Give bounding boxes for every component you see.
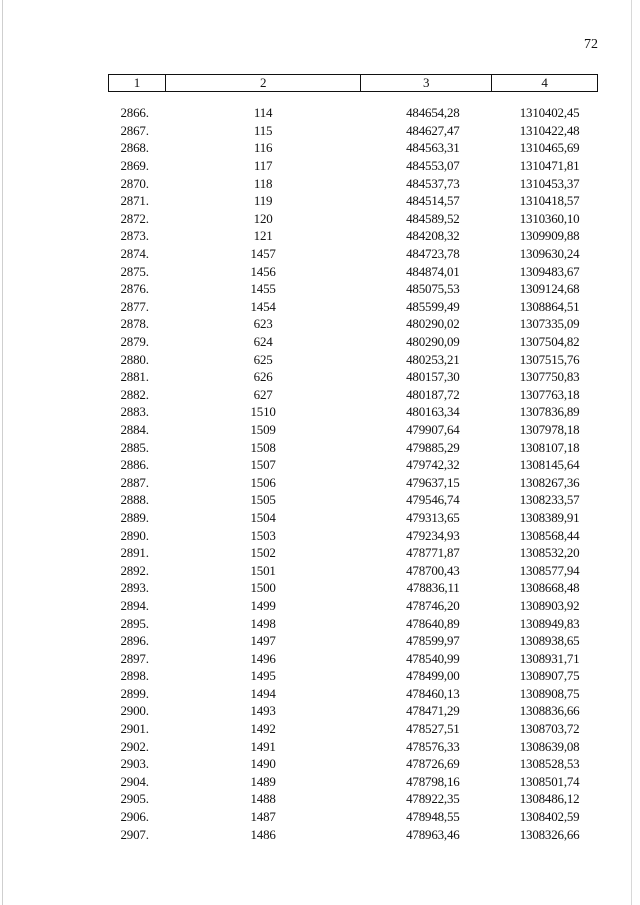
coordinate-y-cell: 1308389,91	[519, 509, 580, 525]
coordinate-y-cell: 1307763,18	[519, 386, 580, 402]
coordinate-y-cell: 1308233,57	[519, 492, 580, 508]
row-number-cell: 2903.	[120, 756, 149, 772]
coordinate-x-cell: 479885,29	[406, 439, 460, 455]
table-row	[109, 667, 598, 685]
table-row	[109, 808, 598, 826]
coordinate-y-cell: 1309909,88	[519, 228, 580, 244]
coordinate-y-cell: 1307836,89	[519, 404, 580, 420]
row-number-cell: 2876.	[120, 281, 149, 297]
row-number-cell: 2878.	[120, 316, 149, 332]
coordinate-x-cell: 478499,00	[406, 668, 460, 684]
row-number-cell: 2890.	[120, 527, 149, 543]
coordinate-x-cell: 484589,52	[406, 210, 460, 226]
point-number-cell: 627	[253, 386, 273, 402]
coordinate-x-cell: 478576,33	[406, 738, 460, 754]
column-header-3: 3	[361, 75, 492, 92]
row-number-cell: 2875.	[120, 263, 149, 279]
coordinate-x-cell: 484874,01	[406, 263, 460, 279]
coordinate-x-cell: 478948,55	[406, 809, 460, 825]
coordinate-y-cell: 1307335,09	[519, 316, 580, 332]
row-number-cell: 2882.	[120, 386, 149, 402]
coordinate-y-cell: 1307504,82	[519, 334, 580, 350]
coordinate-y-cell: 1308486,12	[519, 791, 580, 807]
table-row	[109, 649, 598, 667]
coordinate-y-cell: 1310418,57	[519, 193, 580, 209]
coordinate-y-cell: 1310471,81	[519, 158, 580, 174]
row-number-cell: 2886.	[120, 457, 149, 473]
point-number-cell: 1507	[250, 457, 276, 473]
table-row	[109, 720, 598, 738]
table-row	[109, 755, 598, 773]
row-number-cell: 2873.	[120, 228, 149, 244]
table-row	[109, 210, 598, 228]
coordinate-x-cell: 479313,65	[406, 509, 460, 525]
table-row	[109, 526, 598, 544]
point-number-cell: 1502	[250, 545, 276, 561]
coordinate-x-cell: 478640,89	[406, 615, 460, 631]
point-number-cell: 1494	[250, 685, 276, 701]
point-number-cell: 623	[253, 316, 273, 332]
row-number-cell: 2893.	[120, 580, 149, 596]
coordinate-y-cell: 1308145,64	[519, 457, 580, 473]
coordinate-y-cell: 1307750,83	[519, 369, 580, 385]
coordinate-x-cell: 478460,13	[406, 685, 460, 701]
row-number-cell: 2891.	[120, 545, 149, 561]
table-row	[109, 139, 598, 157]
point-number-cell: 1455	[250, 281, 276, 297]
point-number-cell: 1498	[250, 615, 276, 631]
row-number-cell: 2901.	[120, 721, 149, 737]
row-number-cell: 2874.	[120, 246, 149, 262]
row-number-cell: 2868.	[120, 140, 149, 156]
row-number-cell: 2872.	[120, 210, 149, 226]
page-number: 72	[584, 37, 598, 52]
coordinate-y-cell: 1308836,66	[519, 703, 580, 719]
point-number-cell: 1505	[250, 492, 276, 508]
table-row	[109, 227, 598, 245]
point-number-cell: 1497	[250, 633, 276, 649]
point-number-cell: 1508	[250, 439, 276, 455]
table-row	[109, 702, 598, 720]
coordinate-y-cell: 1307515,76	[519, 351, 580, 367]
point-number-cell: 626	[253, 369, 273, 385]
coordinate-x-cell: 478836,11	[406, 580, 460, 596]
coordinate-x-cell: 484208,32	[406, 228, 460, 244]
row-number-cell: 2881.	[120, 369, 149, 385]
table-row	[109, 368, 598, 386]
point-number-cell: 1491	[250, 738, 276, 754]
coordinate-x-cell: 478471,29	[406, 703, 460, 719]
row-number-cell: 2871.	[120, 193, 149, 209]
table-row	[109, 315, 598, 333]
table-row	[109, 280, 598, 298]
table-row	[109, 386, 598, 404]
table-row	[109, 245, 598, 263]
coordinate-y-cell: 1308931,71	[519, 650, 580, 666]
point-number-cell: 1510	[250, 404, 276, 420]
coordinate-x-cell: 480290,09	[406, 334, 460, 350]
table-row	[109, 403, 598, 421]
point-number-cell: 624	[253, 334, 273, 350]
table-body	[109, 104, 598, 843]
table-header	[109, 75, 598, 105]
coordinate-y-cell: 1308532,20	[519, 545, 580, 561]
table-row	[109, 122, 598, 140]
row-number-cell: 2894.	[120, 597, 149, 613]
coordinate-x-cell: 478700,43	[406, 562, 460, 578]
coordinate-y-cell: 1308568,44	[519, 527, 580, 543]
coordinate-x-cell: 480163,34	[406, 404, 460, 420]
point-number-cell: 1457	[250, 246, 276, 262]
table-row	[109, 491, 598, 509]
coordinates-table	[108, 74, 598, 843]
point-number-cell: 117	[253, 158, 273, 174]
point-number-cell: 625	[253, 351, 273, 367]
point-number-cell: 1500	[250, 580, 276, 596]
point-number-cell: 120	[253, 210, 273, 226]
coordinate-x-cell: 478922,35	[406, 791, 460, 807]
coordinate-y-cell: 1308577,94	[519, 562, 580, 578]
coordinate-x-cell: 479546,74	[406, 492, 460, 508]
row-number-cell: 2869.	[120, 158, 149, 174]
page-edge-right	[631, 0, 632, 905]
column-header-2: 2	[165, 75, 360, 92]
point-number-cell: 1488	[250, 791, 276, 807]
table-row	[109, 192, 598, 210]
point-number-cell: 1504	[250, 509, 276, 525]
point-number-cell: 114	[253, 105, 273, 121]
point-number-cell: 116	[253, 140, 273, 156]
coordinate-x-cell: 480253,21	[406, 351, 460, 367]
row-number-cell: 2889.	[120, 509, 149, 525]
point-number-cell: 1489	[250, 773, 276, 789]
point-number-cell: 1454	[250, 298, 276, 314]
table-row	[109, 597, 598, 615]
point-number-cell: 118	[253, 175, 273, 191]
point-number-cell: 1496	[250, 650, 276, 666]
coordinate-y-cell: 1308907,75	[519, 668, 580, 684]
coordinate-y-cell: 1308267,36	[519, 474, 580, 490]
coordinate-x-cell: 484553,07	[406, 158, 460, 174]
point-number-cell: 1499	[250, 597, 276, 613]
coordinate-x-cell: 478798,16	[406, 773, 460, 789]
row-number-cell: 2877.	[120, 298, 149, 314]
table-row	[109, 579, 598, 597]
coordinate-x-cell: 484563,31	[406, 140, 460, 156]
point-number-cell: 1509	[250, 421, 276, 437]
coordinate-y-cell: 1308668,48	[519, 580, 580, 596]
coordinate-x-cell: 478771,87	[406, 545, 460, 561]
row-number-cell: 2892.	[120, 562, 149, 578]
coordinate-x-cell: 485599,49	[406, 298, 460, 314]
table-row	[109, 157, 598, 175]
table-row	[109, 544, 598, 562]
column-header-4: 4	[492, 75, 598, 92]
coordinate-x-cell: 480157,30	[406, 369, 460, 385]
point-number-cell: 121	[253, 228, 273, 244]
table-row	[109, 333, 598, 351]
coordinate-y-cell: 1310453,37	[519, 175, 580, 191]
coordinate-y-cell: 1308864,51	[519, 298, 580, 314]
coordinate-x-cell: 484627,47	[406, 122, 460, 138]
coordinate-y-cell: 1308107,18	[519, 439, 580, 455]
point-number-cell: 1486	[250, 826, 276, 842]
row-number-cell: 2895.	[120, 615, 149, 631]
coordinate-x-cell: 478726,69	[406, 756, 460, 772]
coordinate-y-cell: 1308703,72	[519, 721, 580, 737]
point-number-cell: 1487	[250, 809, 276, 825]
coordinate-x-cell: 484654,28	[406, 105, 460, 121]
table-row	[109, 174, 598, 192]
coordinate-x-cell: 480187,72	[406, 386, 460, 402]
point-number-cell: 1490	[250, 756, 276, 772]
row-number-cell: 2887.	[120, 474, 149, 490]
coordinate-x-cell: 479637,15	[406, 474, 460, 490]
coordinate-y-cell: 1308402,59	[519, 809, 580, 825]
coordinate-y-cell: 1307978,18	[519, 421, 580, 437]
coordinate-x-cell: 479234,93	[406, 527, 460, 543]
coordinate-x-cell: 478540,99	[406, 650, 460, 666]
table-row	[109, 456, 598, 474]
row-number-cell: 2907.	[120, 826, 149, 842]
coordinate-x-cell: 479742,32	[406, 457, 460, 473]
row-number-cell: 2884.	[120, 421, 149, 437]
coordinate-x-cell: 478963,46	[406, 826, 460, 842]
row-number-cell: 2902.	[120, 738, 149, 754]
coordinate-y-cell: 1308501,74	[519, 773, 580, 789]
point-number-cell: 1501	[250, 562, 276, 578]
coordinate-y-cell: 1308938,65	[519, 633, 580, 649]
coordinate-x-cell: 485075,53	[406, 281, 460, 297]
row-number-cell: 2900.	[120, 703, 149, 719]
row-number-cell: 2904.	[120, 773, 149, 789]
row-number-cell: 2867.	[120, 122, 149, 138]
table-row	[109, 509, 598, 527]
row-number-cell: 2898.	[120, 668, 149, 684]
row-number-cell: 2896.	[120, 633, 149, 649]
coordinate-x-cell: 484723,78	[406, 246, 460, 262]
table-row	[109, 262, 598, 280]
table-row	[109, 614, 598, 632]
point-number-cell: 1506	[250, 474, 276, 490]
row-number-cell: 2906.	[120, 809, 149, 825]
coordinate-y-cell: 1310465,69	[519, 140, 580, 156]
coordinate-x-cell: 484537,73	[406, 175, 460, 191]
point-number-cell: 1492	[250, 721, 276, 737]
coordinate-x-cell: 480290,02	[406, 316, 460, 332]
table-row	[109, 421, 598, 439]
coordinate-y-cell: 1308639,08	[519, 738, 580, 754]
row-number-cell: 2888.	[120, 492, 149, 508]
row-number-cell: 2880.	[120, 351, 149, 367]
coordinate-x-cell: 484514,57	[406, 193, 460, 209]
table-row	[109, 825, 598, 843]
row-number-cell: 2879.	[120, 334, 149, 350]
row-number-cell: 2885.	[120, 439, 149, 455]
table-row	[109, 473, 598, 491]
coordinate-x-cell: 479907,64	[406, 421, 460, 437]
table-row	[109, 561, 598, 579]
coordinate-y-cell: 1309630,24	[519, 246, 580, 262]
row-number-cell: 2870.	[120, 175, 149, 191]
table-row	[109, 737, 598, 755]
table-row	[109, 350, 598, 368]
coordinate-x-cell: 478746,20	[406, 597, 460, 613]
table-row	[109, 790, 598, 808]
coordinate-y-cell: 1308528,53	[519, 756, 580, 772]
column-header-1: 1	[109, 75, 166, 92]
coordinate-x-cell: 478599,97	[406, 633, 460, 649]
point-number-cell: 1503	[250, 527, 276, 543]
coordinate-y-cell: 1310422,48	[519, 122, 580, 138]
table-row	[109, 438, 598, 456]
table-row	[109, 685, 598, 703]
coordinate-y-cell: 1308908,75	[519, 685, 580, 701]
coordinate-y-cell: 1308903,92	[519, 597, 580, 613]
row-number-cell: 2897.	[120, 650, 149, 666]
point-number-cell: 1456	[250, 263, 276, 279]
table-row	[109, 298, 598, 316]
row-number-cell: 2899.	[120, 685, 149, 701]
coordinate-y-cell: 1310402,45	[519, 105, 580, 121]
coordinate-y-cell: 1310360,10	[519, 210, 580, 226]
table-row	[109, 632, 598, 650]
row-number-cell: 2905.	[120, 791, 149, 807]
coordinate-y-cell: 1308949,83	[519, 615, 580, 631]
table-row	[109, 773, 598, 791]
point-number-cell: 1495	[250, 668, 276, 684]
coordinate-y-cell: 1309124,68	[519, 281, 580, 297]
row-number-cell: 2883.	[120, 404, 149, 420]
coordinate-y-cell: 1309483,67	[519, 263, 580, 279]
coordinate-x-cell: 478527,51	[406, 721, 460, 737]
coordinate-y-cell: 1308326,66	[519, 826, 580, 842]
row-number-cell: 2866.	[120, 105, 149, 121]
point-number-cell: 1493	[250, 703, 276, 719]
table-row	[109, 104, 598, 122]
page-edge-left	[2, 0, 3, 905]
point-number-cell: 119	[253, 193, 273, 209]
point-number-cell: 115	[253, 122, 273, 138]
